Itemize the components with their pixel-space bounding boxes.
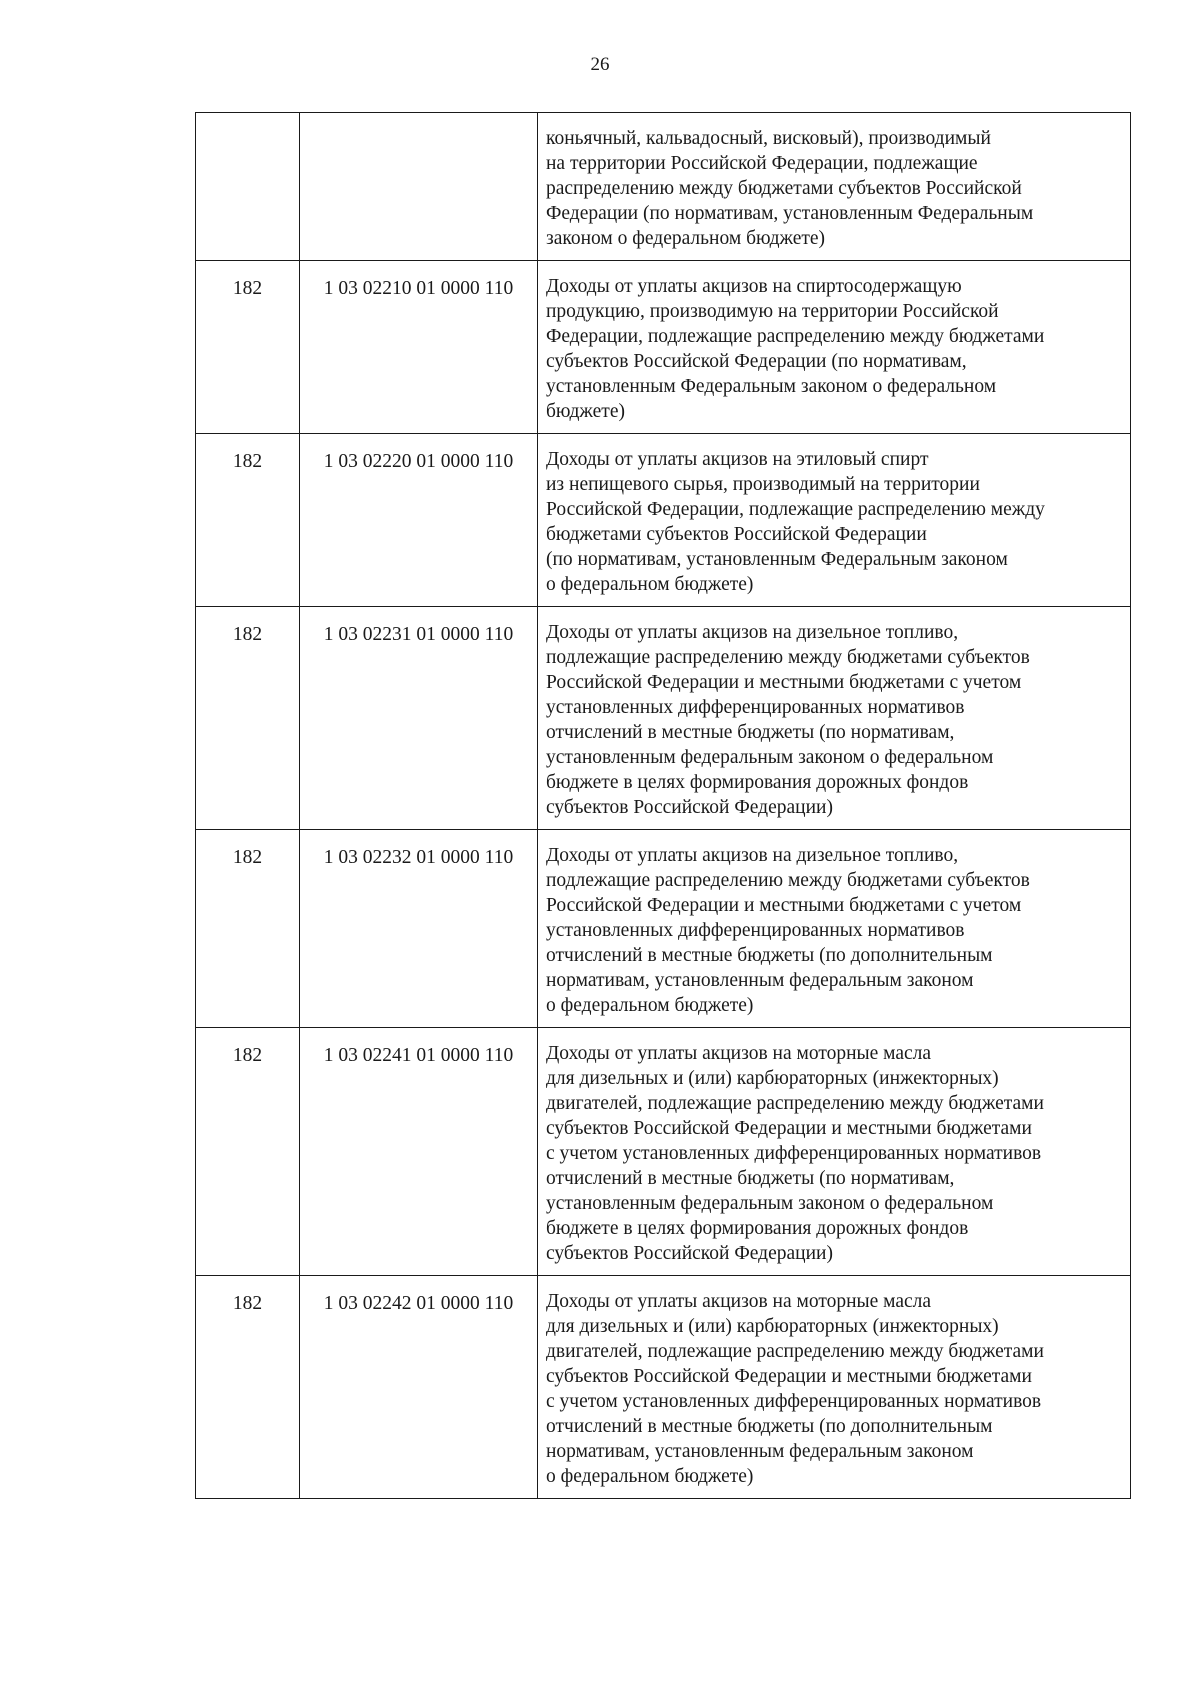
income-name-line: нормативам, установленным федеральным законом — [546, 970, 974, 991]
income-name-line: из непищевого сырья, производимый на территории — [546, 474, 980, 495]
income-name-line: отчислений в местные бюджеты (по нормативам, — [546, 722, 955, 743]
income-name-line: двигателей, подлежащие распределению между бюджетами — [546, 1093, 1044, 1114]
income-name-line: отчислений в местные бюджеты (по дополнительным — [546, 945, 993, 966]
income-name-line: Федерации, подлежащие распределению между бюджетами — [546, 326, 1045, 347]
income-name-cell — [538, 1028, 1131, 1276]
table-body — [196, 113, 1131, 1499]
admin-code-cell: 182 — [196, 830, 300, 1028]
income-name-line: Российской Федерации, подлежащие распределению между — [546, 499, 1045, 520]
budget-code-cell — [300, 113, 538, 261]
admin-code-cell: 182 — [196, 261, 300, 434]
table-row — [196, 1028, 1131, 1276]
income-name-cell — [538, 261, 1131, 434]
income-name-line: установленным федеральным законом о федеральном — [546, 1193, 994, 1214]
income-name-line: коньячный, кальвадосный, висковый), производимый — [546, 128, 991, 149]
page-number: 26 — [590, 54, 610, 75]
income-name-line: о федеральном бюджете) — [546, 574, 754, 595]
income-name-cell — [538, 113, 1131, 261]
income-name-line: субъектов Российской Федерации) — [546, 797, 833, 818]
table-row — [196, 830, 1131, 1028]
income-name-line: Доходы от уплаты акцизов на спиртосодержащую — [546, 276, 962, 297]
table-row — [196, 261, 1131, 434]
income-name-line: Российской Федерации и местными бюджетами с учетом — [546, 895, 1022, 916]
income-name-line: бюджете) — [546, 401, 625, 422]
income-name-line: о федеральном бюджете) — [546, 1466, 754, 1487]
income-name-line: с учетом установленных дифференцированных нормативов — [546, 1391, 1042, 1412]
income-name-line: законом о федеральном бюджете) — [546, 228, 826, 249]
income-name-line: субъектов Российской Федерации и местными бюджетами — [546, 1118, 1032, 1139]
income-name-line: субъектов Российской Федерации и местными бюджетами — [546, 1366, 1032, 1387]
table-row — [196, 1276, 1131, 1499]
budget-classification-table — [195, 112, 1131, 1499]
income-name-line: субъектов Российской Федерации (по нормативам, — [546, 351, 967, 372]
income-name-line: Доходы от уплаты акцизов на дизельное топливо, — [546, 622, 959, 643]
income-name-line: субъектов Российской Федерации) — [546, 1243, 833, 1264]
income-name-line: установленных дифференцированных нормативов — [546, 697, 965, 718]
table-row — [196, 113, 1131, 261]
budget-code-cell: 1 03 02220 01 0000 110 — [300, 434, 538, 607]
income-name-line: о федеральном бюджете) — [546, 995, 754, 1016]
income-name-line: подлежащие распределению между бюджетами субъектов — [546, 647, 1030, 668]
income-name-line: Доходы от уплаты акцизов на моторные масла — [546, 1043, 932, 1064]
income-name-cell — [538, 1276, 1131, 1499]
income-name-line: бюджете в целях формирования дорожных фондов — [546, 772, 969, 793]
income-name-line: (по нормативам, установленным Федеральным законом — [546, 549, 1008, 570]
admin-code-cell — [196, 113, 300, 261]
income-name-line: отчислений в местные бюджеты (по дополнительным — [546, 1416, 993, 1437]
admin-code-cell: 182 — [196, 607, 300, 830]
income-name-line: двигателей, подлежащие распределению между бюджетами — [546, 1341, 1044, 1362]
income-name-line: подлежащие распределению между бюджетами субъектов — [546, 870, 1030, 891]
income-name-line: Федерации (по нормативам, установленным Федеральным — [546, 203, 1034, 224]
table-row — [196, 434, 1131, 607]
budget-code-cell: 1 03 02231 01 0000 110 — [300, 607, 538, 830]
income-name-cell — [538, 830, 1131, 1028]
income-name-line: Доходы от уплаты акцизов на этиловый спирт — [546, 449, 929, 470]
income-name-line: установленным федеральным законом о федеральном — [546, 747, 994, 768]
income-name-line: нормативам, установленным федеральным законом — [546, 1441, 974, 1462]
income-name-line: отчислений в местные бюджеты (по нормативам, — [546, 1168, 955, 1189]
budget-code-cell: 1 03 02241 01 0000 110 — [300, 1028, 538, 1276]
income-name-line: для дизельных и (или) карбюраторных (инжекторных) — [546, 1316, 999, 1337]
budget-code-cell: 1 03 02210 01 0000 110 — [300, 261, 538, 434]
income-name-line: установленным Федеральным законом о федеральном — [546, 376, 997, 397]
budget-code-cell: 1 03 02232 01 0000 110 — [300, 830, 538, 1028]
budget-code-cell: 1 03 02242 01 0000 110 — [300, 1276, 538, 1499]
table-row — [196, 607, 1131, 830]
admin-code-cell: 182 — [196, 1028, 300, 1276]
income-name-line: бюджете в целях формирования дорожных фондов — [546, 1218, 969, 1239]
income-name-cell — [538, 607, 1131, 830]
income-name-line: для дизельных и (или) карбюраторных (инжекторных) — [546, 1068, 999, 1089]
admin-code-cell: 182 — [196, 434, 300, 607]
income-name-cell — [538, 434, 1131, 607]
income-name-line: с учетом установленных дифференцированных нормативов — [546, 1143, 1042, 1164]
income-name-line: Доходы от уплаты акцизов на дизельное топливо, — [546, 845, 959, 866]
income-name-line: бюджетами субъектов Российской Федерации — [546, 524, 927, 545]
income-name-line: продукцию, производимую на территории Российской — [546, 301, 999, 322]
income-name-line: Доходы от уплаты акцизов на моторные масла — [546, 1291, 932, 1312]
income-name-line: распределению между бюджетами субъектов Российской — [546, 178, 1022, 199]
income-name-line: Российской Федерации и местными бюджетами с учетом — [546, 672, 1022, 693]
income-name-line: установленных дифференцированных нормативов — [546, 920, 965, 941]
admin-code-cell: 182 — [196, 1276, 300, 1499]
income-name-line: на территории Российской Федерации, подлежащие — [546, 153, 978, 174]
